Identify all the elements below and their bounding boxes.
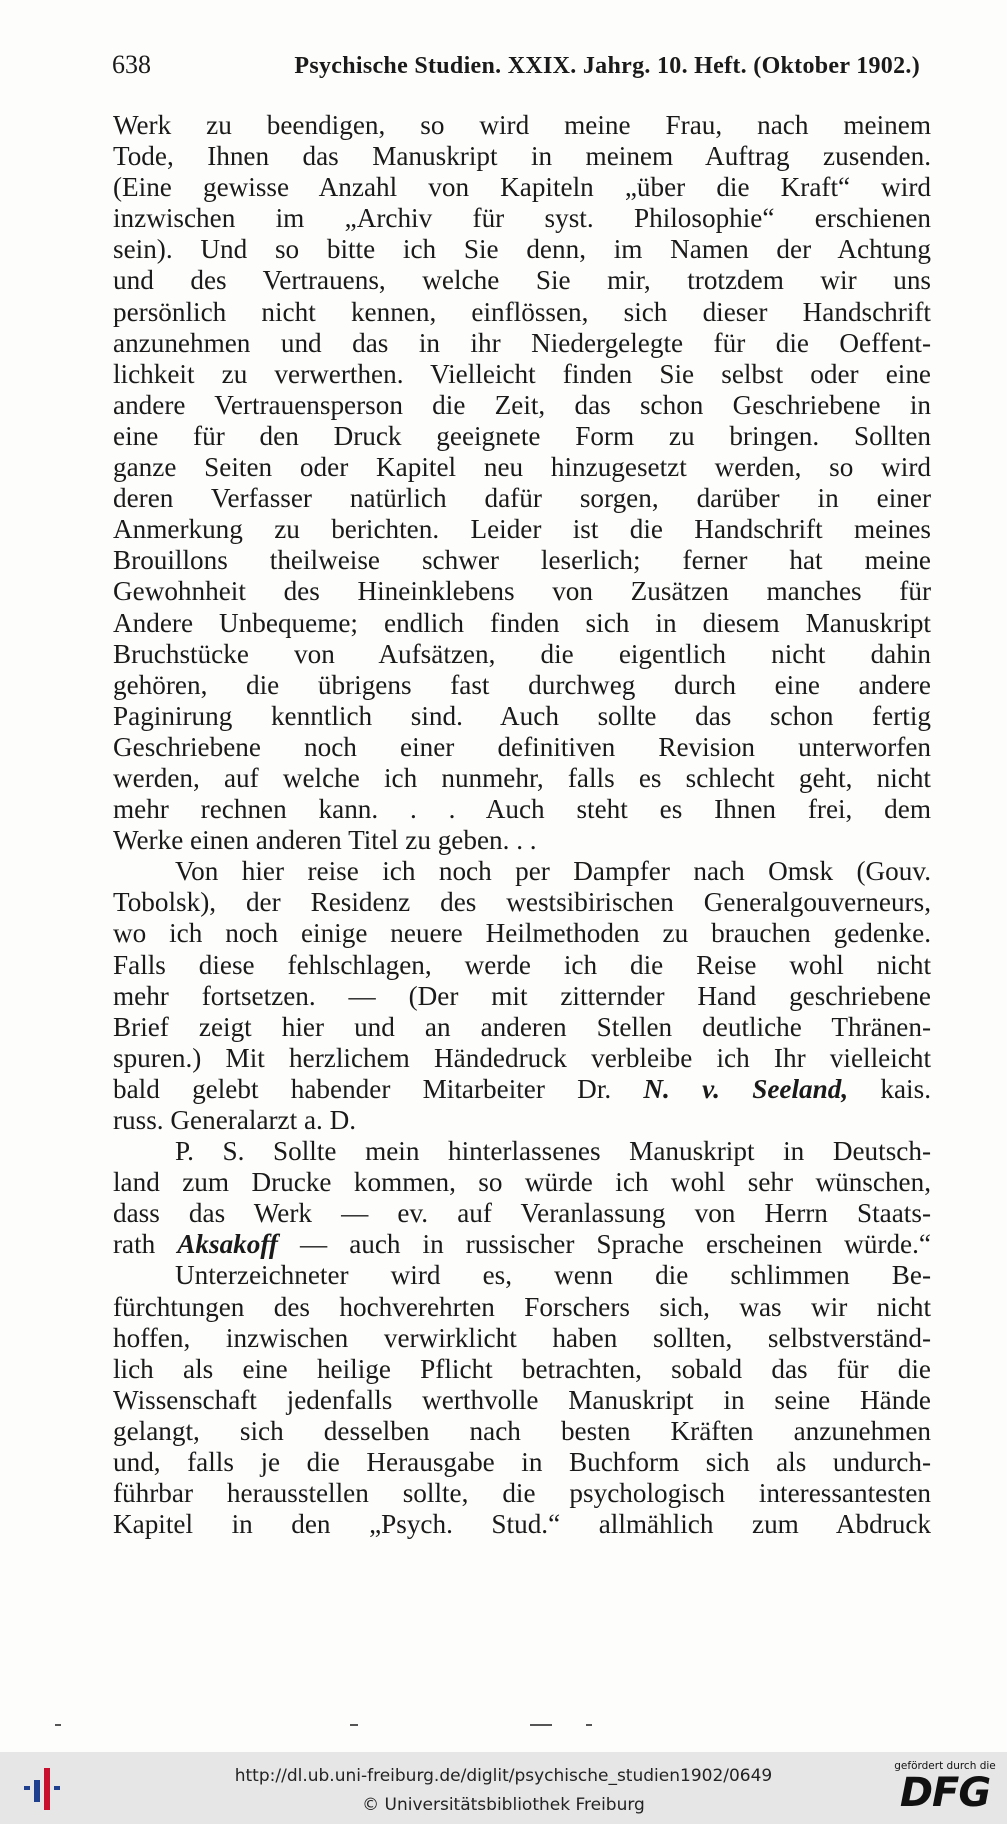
text-line: sein). Und so bitte ich Sie denn, im Namen der Achtung <box>113 234 931 265</box>
text-line: und des Vertrauens, welche Sie mir, trotzdem wir uns <box>113 265 931 296</box>
text-line: anzunehmen und das in ihr Niedergelegte für die Oeffent- <box>113 327 931 358</box>
text-line: gehören, die übrigens fast durchweg durch eine andere <box>113 669 931 700</box>
text-line: Brouillons theilweise schwer leserlich; ferner hat meine <box>113 545 931 576</box>
text-line: wo ich noch einige neuere Heilmethoden zu brauchen gedenke. <box>113 918 931 949</box>
copyright-notice: © Universitätsbibliothek Freiburg <box>362 1795 645 1815</box>
text-line: fürchtungen des hochverehrten Forschers sich, was wir nicht <box>113 1291 931 1322</box>
text-line: spuren.) Mit herzlichem Händedruck verbleibe ich Ihr vielleicht <box>113 1042 931 1073</box>
text-line <box>113 1074 931 1105</box>
text-line: hoffen, inzwischen verwirklicht haben sollten, selbstverständ- <box>113 1322 931 1353</box>
text-line: mehr fortsetzen. — (Der mit zitternder Hand geschriebene <box>113 980 931 1011</box>
text-line: werden, auf welche ich nunmehr, falls es schlecht geht, nicht <box>113 762 931 793</box>
text-line: Paginirung kenntlich sind. Auch sollte das schon fertig <box>113 700 931 731</box>
text-line: mehr rechnen kann. . . Auch steht es Ihnen frei, dem <box>113 794 931 825</box>
page-number: 638 <box>112 50 151 79</box>
digitization-footer <box>0 1752 1007 1824</box>
text-line: Tode, Ihnen das Manuskript in meinem Auftrag zusenden. <box>113 141 931 172</box>
text-line: (Eine gewisse Anzahl von Kapiteln „über die Kraft“ wird <box>113 172 931 203</box>
page-edge-marks <box>0 1724 1007 1732</box>
text-line: Von hier reise ich noch per Dampfer nach Omsk (Gouv. <box>175 856 931 887</box>
body-text <box>113 110 931 1540</box>
text-line <box>113 1229 931 1260</box>
text-line: lichkeit zu verwerthen. Vielleicht finden Sie selbst oder eine <box>113 358 931 389</box>
edge-mark <box>530 1724 552 1726</box>
text-segment: — auch in russischer Sprache erscheinen würde.“ <box>278 1229 931 1260</box>
emphasized-name: N. v. Seeland, <box>643 1073 849 1104</box>
text-line: Bruchstücke von Aufsätzen, die eigentlich nicht dahin <box>113 638 931 669</box>
dfg-caption: gefördert durch die <box>894 1760 996 1772</box>
emphasized-name: Aksakoff <box>177 1229 278 1260</box>
edge-mark <box>586 1724 592 1726</box>
text-line: andere Vertrauensperson die Zeit, das schon Geschriebene in <box>113 389 931 420</box>
source-url[interactable]: http://dl.ub.uni-freiburg.de/diglit/psychische_studien1902/0649 <box>234 1766 773 1786</box>
text-line: führbar herausstellen sollte, die psychologisch interessantesten <box>113 1478 931 1509</box>
text-line: Gewohnheit des Hineinklebens von Zusätzen manches für <box>113 576 931 607</box>
text-line: inzwischen im „Archiv für syst. Philosophie“ erschienen <box>113 203 931 234</box>
text-line: Andere Unbequeme; endlich finden sich in diesem Manuskript <box>113 607 931 638</box>
edge-mark <box>55 1724 61 1726</box>
text-line: Tobolsk), der Residenz des westsibirischen Generalgouverneurs, <box>113 887 931 918</box>
text-line: Kapitel in den „Psych. Stud.“ allmählich zum Abdruck <box>113 1509 931 1540</box>
text-line: Werke einen anderen Titel zu geben. . . <box>113 825 537 856</box>
text-line: Anmerkung zu berichten. Leider ist die Handschrift meines <box>113 514 931 545</box>
text-line: Geschriebene noch einer definitiven Revision unterworfen <box>113 731 931 762</box>
dfg-logo <box>893 1760 997 1818</box>
running-title: Psychische Studien. XXIX. Jahrg. 10. Heft. (Oktober 1902.) <box>294 53 920 79</box>
text-line: Unterzeichneter wird es, wenn die schlimmen Be- <box>175 1260 931 1291</box>
text-line: deren Verfasser natürlich dafür sorgen, darüber in einer <box>113 483 931 514</box>
text-line: dass das Werk — ev. auf Veranlassung von Herrn Staats- <box>113 1198 931 1229</box>
text-line: ganze Seiten oder Kapitel neu hinzugesetzt werden, so wird <box>113 452 931 483</box>
text-segment: kais. <box>848 1073 931 1104</box>
dfg-logo-icon: DFG <box>899 1770 991 1816</box>
text-segment: bald gelebt habender Mitarbeiter Dr. <box>113 1073 644 1104</box>
text-line: Falls diese fehlschlagen, werde ich die Reise wohl nicht <box>113 949 931 980</box>
text-line: lich als eine heilige Pflicht betrachten, sobald das für die <box>113 1353 931 1384</box>
running-header <box>112 50 920 80</box>
text-line: gelangt, sich desselben nach besten Kräften anzunehmen <box>113 1415 931 1446</box>
text-line: und, falls je die Herausgabe in Buchform sich als undurch- <box>113 1447 931 1478</box>
text-line: eine für den Druck geeignete Form zu bringen. Sollten <box>113 420 931 451</box>
text-line: Brief zeigt hier und an anderen Stellen deutliche Thränen- <box>113 1011 931 1042</box>
text-line: land zum Drucke kommen, so würde ich wohl sehr wünschen, <box>113 1167 931 1198</box>
edge-mark <box>350 1724 358 1726</box>
text-segment: rath <box>113 1229 178 1260</box>
text-line: P. S. Sollte mein hinterlassenes Manuskript in Deutsch- <box>175 1136 931 1167</box>
text-line: Wissenschaft jedenfalls werthvolle Manuskript in seine Hände <box>113 1384 931 1415</box>
text-line: Werk zu beendigen, so wird meine Frau, nach meinem <box>113 110 931 140</box>
text-line: persönlich nicht kennen, einflössen, sich dieser Handschrift <box>113 296 931 327</box>
text-line: russ. Generalarzt a. D. <box>113 1105 357 1135</box>
